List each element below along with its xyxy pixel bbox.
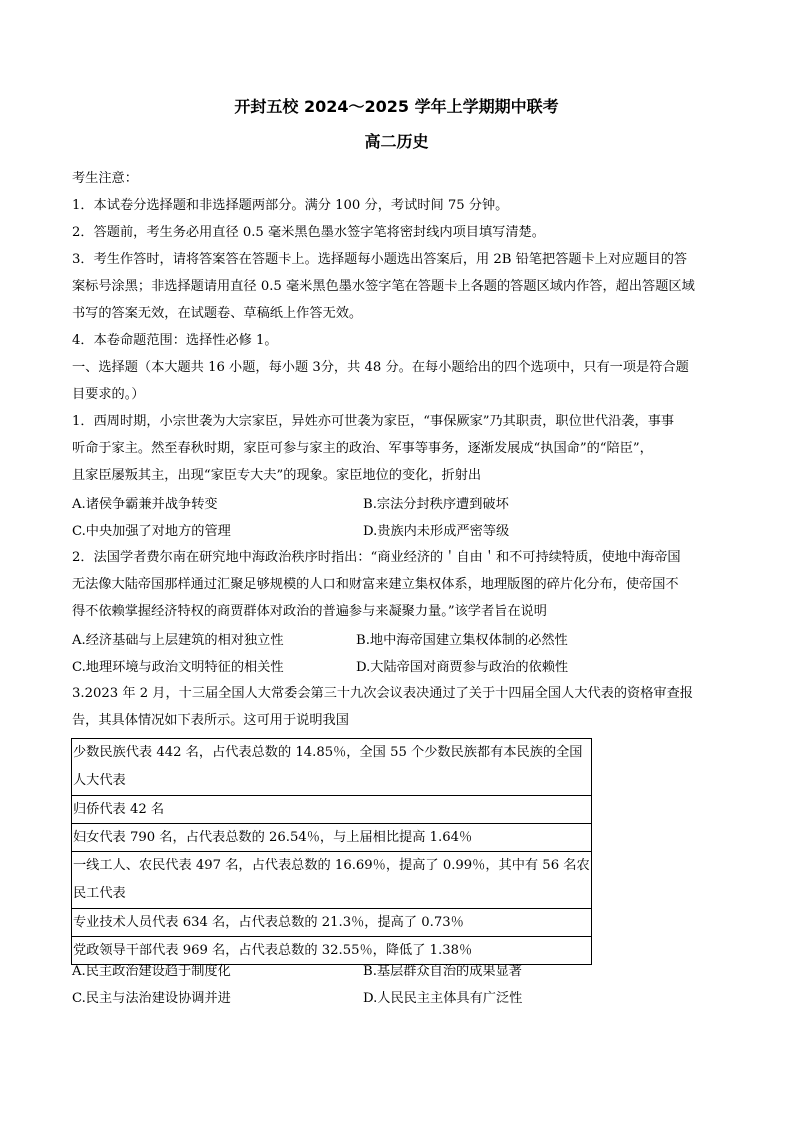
table-row xyxy=(72,937,592,965)
notice-item: 2．答题前，考生务必用直径 0.5 毫米黑色墨水签字笔将密封线内项目填写清楚。 xyxy=(72,225,545,240)
exam-subject: 高二历史 xyxy=(364,132,429,151)
q1-stem: 且家臣屡叛其主，出现“家臣专大夫”的现象。家臣地位的变化，折射出 xyxy=(72,468,482,483)
q2-option-a: A.经济基础与上层建筑的相对独立性 xyxy=(72,633,284,648)
q3-delegate-table xyxy=(71,738,592,965)
table-cell-line: 民工代表 xyxy=(73,886,126,901)
q1-option-d: D.贵族内未形成严密等级 xyxy=(363,524,510,539)
table-cell: 党政领导干部代表 969 名，占代表总数的 32.55％，降低了 1.38％ xyxy=(72,937,592,965)
exam-title: 开封五校 2024～2025 学年上学期期中联考 xyxy=(234,97,559,116)
table-cell: 妇女代表 790 名，占代表总数的 26.54％，与上届相比提高 1.64％ xyxy=(72,824,592,852)
q2-stem: 2．法国学者费尔南在研究地中海政治秩序时指出：“商业经济的＇自由＇和不可持续特质，使地中海帝国 xyxy=(72,550,681,565)
q2-stem: 无法像大陆帝国那样通过汇聚足够规模的人口和财富来建立集权体系，地理版图的碎片化分布，使帝国不 xyxy=(72,577,679,592)
q2-option-d: D.大陆帝国对商贾参与政治的依赖性 xyxy=(356,660,569,675)
table-cell: 专业技术人员代表 634 名，占代表总数的 21.3％，提高了 0.73％ xyxy=(72,909,592,937)
notice-item: 案标号涂黑；非选择题请用直径 0.5 毫米黑色墨水签字笔在答题卡上各题的答题区域内作答，超出答题区域 xyxy=(72,279,695,294)
q2-option-c: C.地理环境与政治文明特征的相关性 xyxy=(72,660,284,675)
table-cell-line: 少数民族代表 442 名，占代表总数的 14.85％，全国 55 个少数民族都有本民族的全国 xyxy=(73,745,583,760)
table-row xyxy=(72,739,592,796)
q1-option-c: C.中央加强了对地方的管理 xyxy=(72,524,231,539)
table-cell xyxy=(72,739,592,796)
q2-stem: 得不依赖掌握经济特权的商贾群体对政治的普遍参与来凝聚力量。”该学者旨在说明 xyxy=(72,604,547,619)
q1-option-a: A.诸侯争霸兼并战争转变 xyxy=(72,497,218,512)
table-row xyxy=(72,852,592,909)
q3-option-d: D.人民民主主体具有广泛性 xyxy=(363,991,523,1006)
notice-item: 书写的答案无效，在试题卷、草稿纸上作答无效。 xyxy=(72,306,363,321)
notice-item: 4．本卷命题范围：选择性必修 1。 xyxy=(72,333,278,348)
table-cell-line: 人大代表 xyxy=(73,773,126,788)
table-cell: 归侨代表 42 名 xyxy=(72,796,592,824)
table-cell-line: 一线工人、农民代表 497 名，占代表总数的 16.69％，提高了 0.99％，其中有 56 名农 xyxy=(73,858,590,873)
q3-option-c: C.民主与法治建设协调并进 xyxy=(72,991,231,1006)
section-heading: 一、选择题（本大题共 16 小题，每小题 3分，共 48 分。在每小题给出的四个选项中，只有一项是符合题 xyxy=(72,360,689,375)
table-cell xyxy=(72,852,592,909)
q3-stem: 告，其具体情况如下表所示。这可用于说明我国 xyxy=(72,713,349,728)
table-row xyxy=(72,796,592,824)
q3-stem: 3.2023 年 2 月，十三届全国人大常委会第三十九次会议表决通过了关于十四届全国人大代表的资格审查报 xyxy=(72,686,693,701)
q2-option-b: B.地中海帝国建立集权体制的必然性 xyxy=(356,633,568,648)
table-row xyxy=(72,824,592,852)
q3-option-b: B.基层群众自治的成果显著 xyxy=(363,964,522,979)
q3-option-a: A.民主政治建设趋于制度化 xyxy=(72,964,231,979)
notice-item: 1．本试卷分选择题和非选择题两部分。满分 100 分，考试时间 75 分钟。 xyxy=(72,198,509,213)
q1-stem: 听命于家主。然至春秋时期，家臣可参与家主的政治、军事等事务，逐渐发展成“执国命”的“陪臣”， xyxy=(72,441,653,456)
notice-heading: 考生注意： xyxy=(72,171,138,186)
q1-option-b: B.宗法分封秩序遭到破坏 xyxy=(363,497,509,512)
q1-stem: 1．西周时期，小宗世袭为大宗家臣，异姓亦可世袭为家臣，“事保厥家”乃其职责，职位世代沿袭，事事 xyxy=(72,414,675,429)
section-heading-cont: 目要求的。） xyxy=(72,387,145,402)
notice-item: 3．考生作答时，请将答案答在答题卡上。选择题每小题选出答案后，用 2B 铅笔把答题卡上对应题目的答 xyxy=(72,252,688,267)
table-row xyxy=(72,909,592,937)
